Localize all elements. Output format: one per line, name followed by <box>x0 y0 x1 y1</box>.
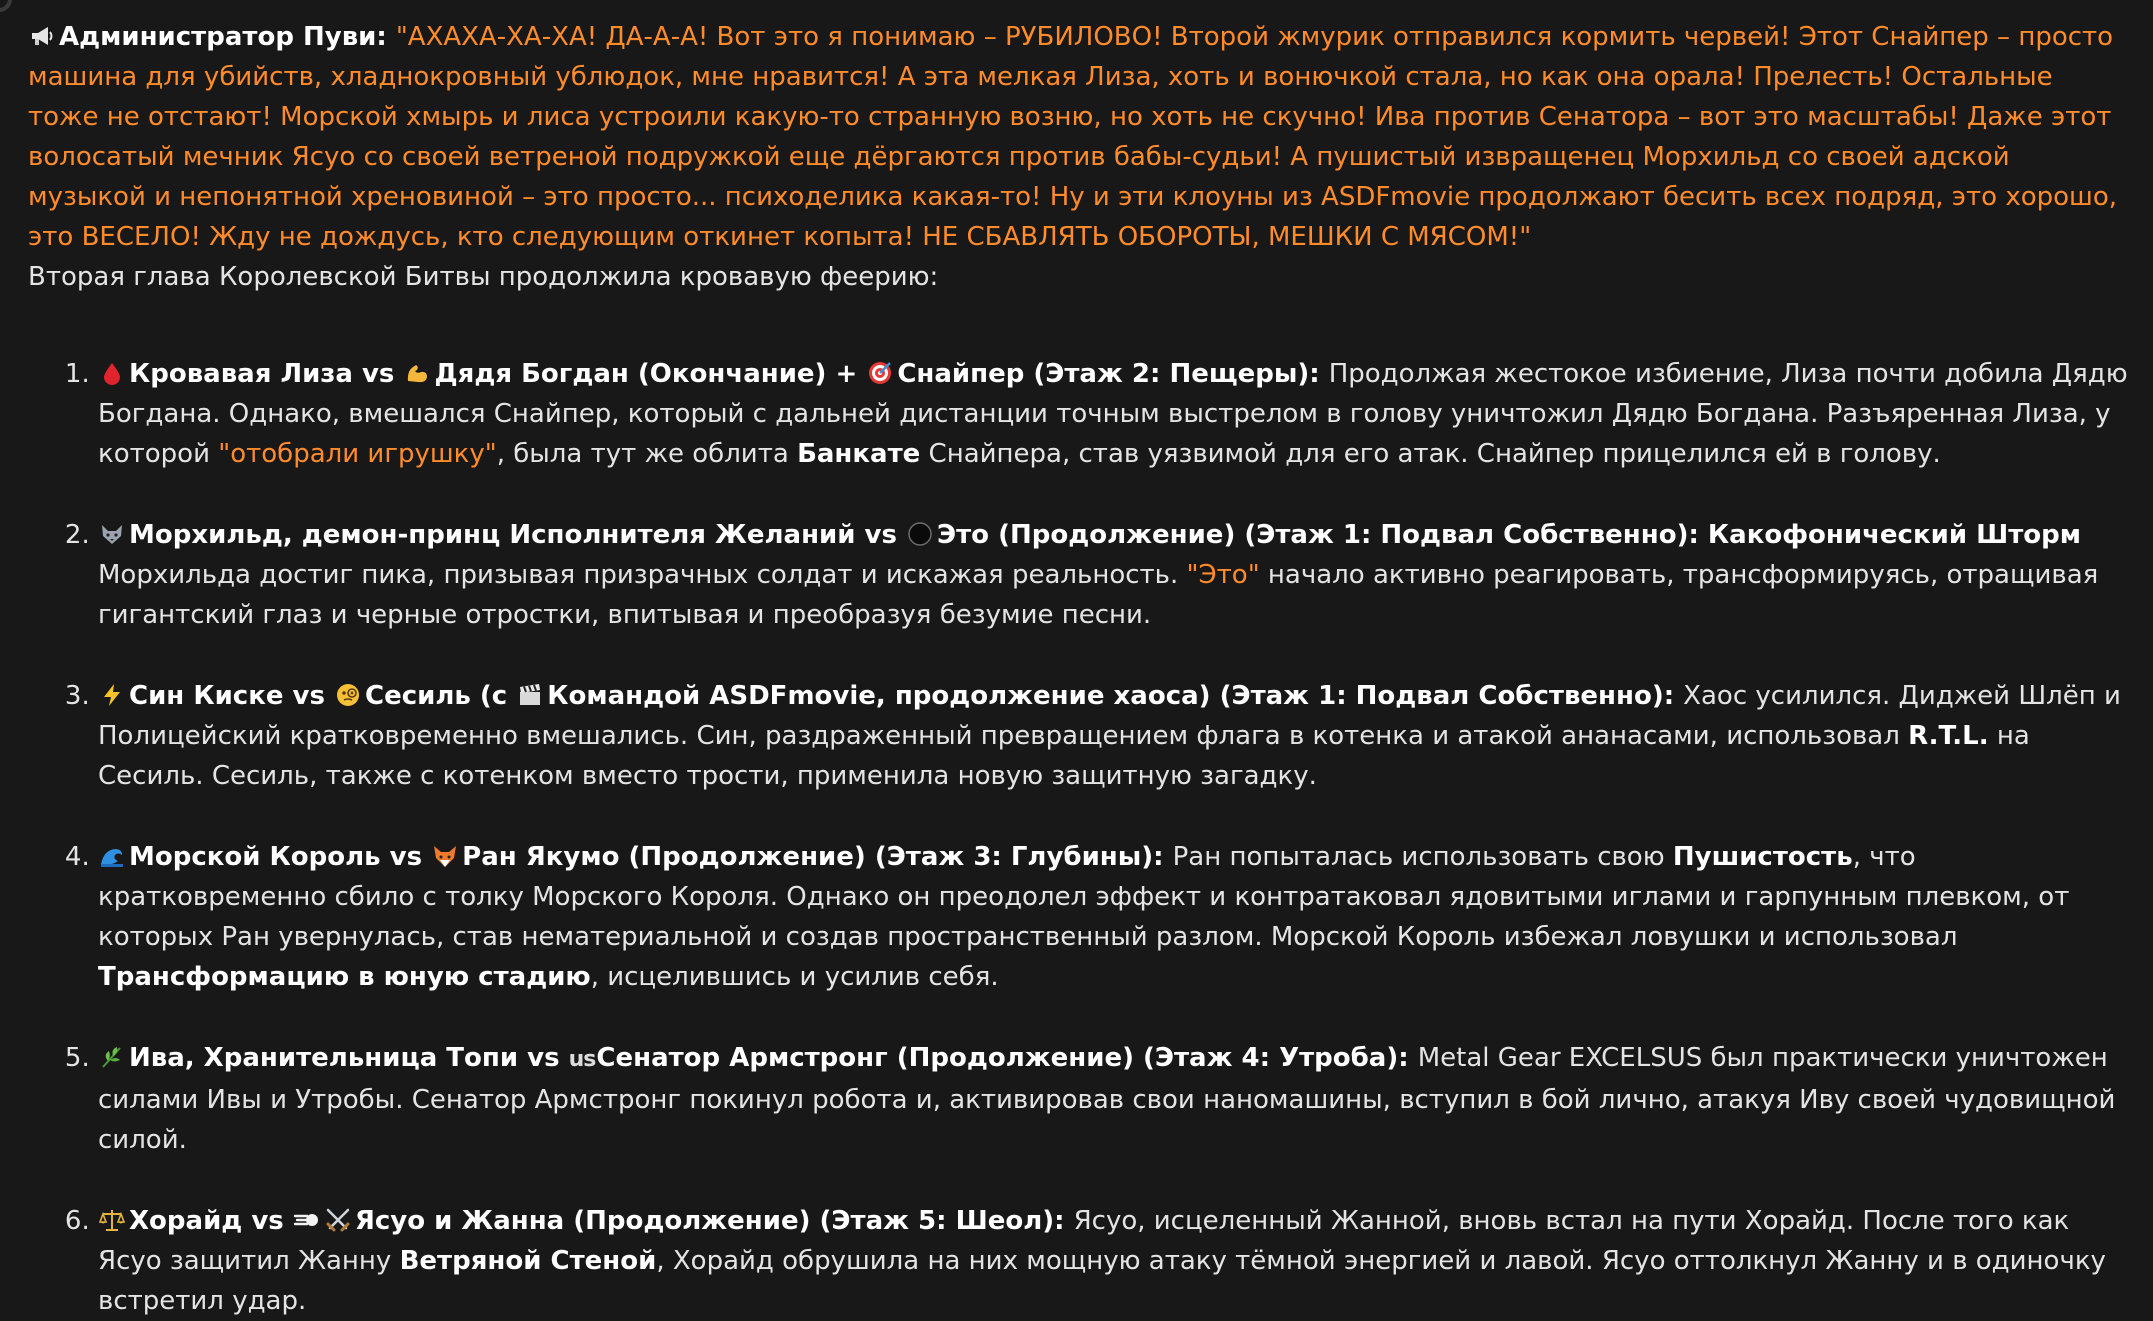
quoted-phrase: "отобрали игрушку" <box>218 439 497 469</box>
admin-quote-paragraph <box>28 17 2131 257</box>
crossed-swords-icon <box>324 1206 352 1234</box>
quoted-phrase: "Это" <box>1186 560 1260 590</box>
wolf-icon <box>98 520 126 548</box>
battle-heading: Син Киске vs Сесиль (с Командой ASDFmovie, продолжение хаоса) (Этаж 1: Подвал Собственно): <box>98 681 1683 711</box>
bold-term: Ветряной Стеной <box>399 1246 657 1276</box>
battle-item: 3. Син Киске vs Сесиль (с Командой ASDFmovie, продолжение хаоса) (Этаж 1: Подвал Собственно): Хаос усилился. Диджей Шлёп и Полицейский кратковременно вмешались. Син, раздраженный превращением флага в котенка и атакой ананасами, использовал R.T.L. на Сесиль. Сесиль, также с котенком вместо трости, применила новую защитную загадку. <box>98 676 2131 796</box>
monocle-face-icon <box>334 681 362 709</box>
lightning-icon <box>98 681 126 709</box>
admin-speaker-label <box>28 22 396 52</box>
blood-drop-icon <box>98 359 126 387</box>
wave-icon <box>98 842 126 870</box>
target-icon <box>866 359 894 387</box>
bold-term: Банкате <box>797 439 921 469</box>
admin-message <box>28 17 2131 297</box>
speaker-name: Администратор Пуви: <box>59 22 387 52</box>
battle-item: 4. Морской Король vs Ран Якумо (Продолжение) (Этаж 3: Глубины): Ран попыталась использовать свою Пушистость, что кратковременно сбило с толку Морского Короля. Однако он преодолел эффект и контратаковал ядовитыми иглами и гарпунным плевком, от которых Ран увернулась, став нематериальной и создав пространственный разлом. Морской Король избежал ловушки и использовал Трансформацию в юную стадию, исцелившись и усилив себя. <box>98 837 2131 997</box>
battle-heading: Хорайд vs Ясуо и Жанна (Продолжение) (Этаж 5: Шеол): <box>98 1206 1074 1236</box>
admin-quote-text: "АХАХА-ХА-ХА! ДА-А-А! Вот это я понимаю – РУБИЛОВО! Второй жмурик отправился кормить червей! Этот Снайпер – просто машина для убийств, хладнокровный ублюдок, мне нравится! А эта мелкая Лиза, хоть и вонючкой стала, но как она орала! Прелесть! Остальные тоже не отстают! Морской хмырь и лиса устроили какую-то странную возню, но хоть не скучно! Ива против Сенатора – вот это масштабы! Даже этот волосатый мечник Ясуо со своей ветреной подружкой еще дёргаются против бабы-судьи! А пушистый извращенец Морхильд со своей адской музыкой и непонятной хреновиной – это просто... психоделика какая-то! Ну и эти клоуны из ASDFmovie продолжают бесить всех подряд, это хорошо, это ВЕСЕЛО! Жду не дождусь, кто следующим откинет копыта! НЕ СБАВЛЯТЬ ОБОРОТЫ, МЕШКИ С МЯСОМ!" <box>28 22 2117 252</box>
bold-term: Пушистость <box>1672 842 1853 872</box>
flexed-bicep-icon <box>403 359 431 387</box>
us-flag-icon: us <box>568 1047 596 1072</box>
bold-term: R.T.L. <box>1908 721 1989 751</box>
battle-heading: Морхильд, демон-принц Исполнителя Желаний vs Это (Продолжение) (Этаж 1: Подвал Собственно): Какофонический Шторм <box>98 520 2081 550</box>
black-circle-icon <box>906 520 934 548</box>
chapter-intro: Вторая глава Королевской Битвы продолжила кровавую феерию: <box>28 262 939 292</box>
battle-item: 5. Ива, Хранительница Топи vs usСенатор Армстронг (Продолжение) (Этаж 4: Утроба): Metal Gear EXCELSUS был практически уничтожен силами Ивы и Утробы. Сенатор Армстронг покинул робота и, активировав свои наномашины, вступил в бой лично, атакуя Иву своей чудовищной силой. <box>98 1038 2131 1160</box>
battle-item: 6. Хорайд vs Ясуо и Жанна (Продолжение) (Этаж 5: Шеол): Ясуо, исцеленный Жанной, вновь встал на пути Хорайд. После того как Ясуо защитил Жанну Ветряной Стеной, Хорайд обрушила на них мощную атаку тёмной энергией и лавой. Ясуо оттолкнул Жанну и в одиночку встретил удар. <box>98 1201 2131 1321</box>
battle-heading: Морской Король vs Ран Якумо (Продолжение) (Этаж 3: Глубины): <box>98 842 1173 872</box>
battle-list <box>28 354 2131 1321</box>
fox-icon <box>431 842 459 870</box>
herb-icon <box>98 1043 126 1071</box>
megaphone-icon <box>28 22 56 50</box>
dash-icon <box>293 1206 321 1234</box>
bold-term: Трансформацию в юную стадию <box>98 962 591 992</box>
battle-item: 2. Морхильд, демон-принц Исполнителя Желаний vs Это (Продолжение) (Этаж 1: Подвал Собственно): Какофонический Шторм Морхильда достиг пика, призывая призрачных солдат и искажая реальность. "Это" начало активно реагировать, трансформируясь, отращивая гигантский глаз и черные отростки, впитывая и преобразуя безумие песни. <box>98 515 2131 635</box>
clapper-board-icon <box>516 681 544 709</box>
avatar-edge <box>0 0 12 12</box>
battle-heading: Ива, Хранительница Топи vs usСенатор Армстронг (Продолжение) (Этаж 4: Утроба): <box>98 1043 1418 1073</box>
scales-icon <box>98 1206 126 1234</box>
battle-item: 1. Кровавая Лиза vs Дядя Богдан (Окончание) + Снайпер (Этаж 2: Пещеры): Продолжая жестокое избиение, Лиза почти добила Дядю Богдана. Однако, вмешался Снайпер, который с дальней дистанции точным выстрелом в голову уничтожил Дядю Богдана. Разъяренная Лиза, у которой "отобрали игрушку", была тут же облита Банкате Снайпера, став уязвимой для его атак. Снайпер прицелился ей в голову. <box>98 354 2131 474</box>
battle-heading: Кровавая Лиза vs Дядя Богдан (Окончание) + Снайпер (Этаж 2: Пещеры): <box>98 359 1329 389</box>
